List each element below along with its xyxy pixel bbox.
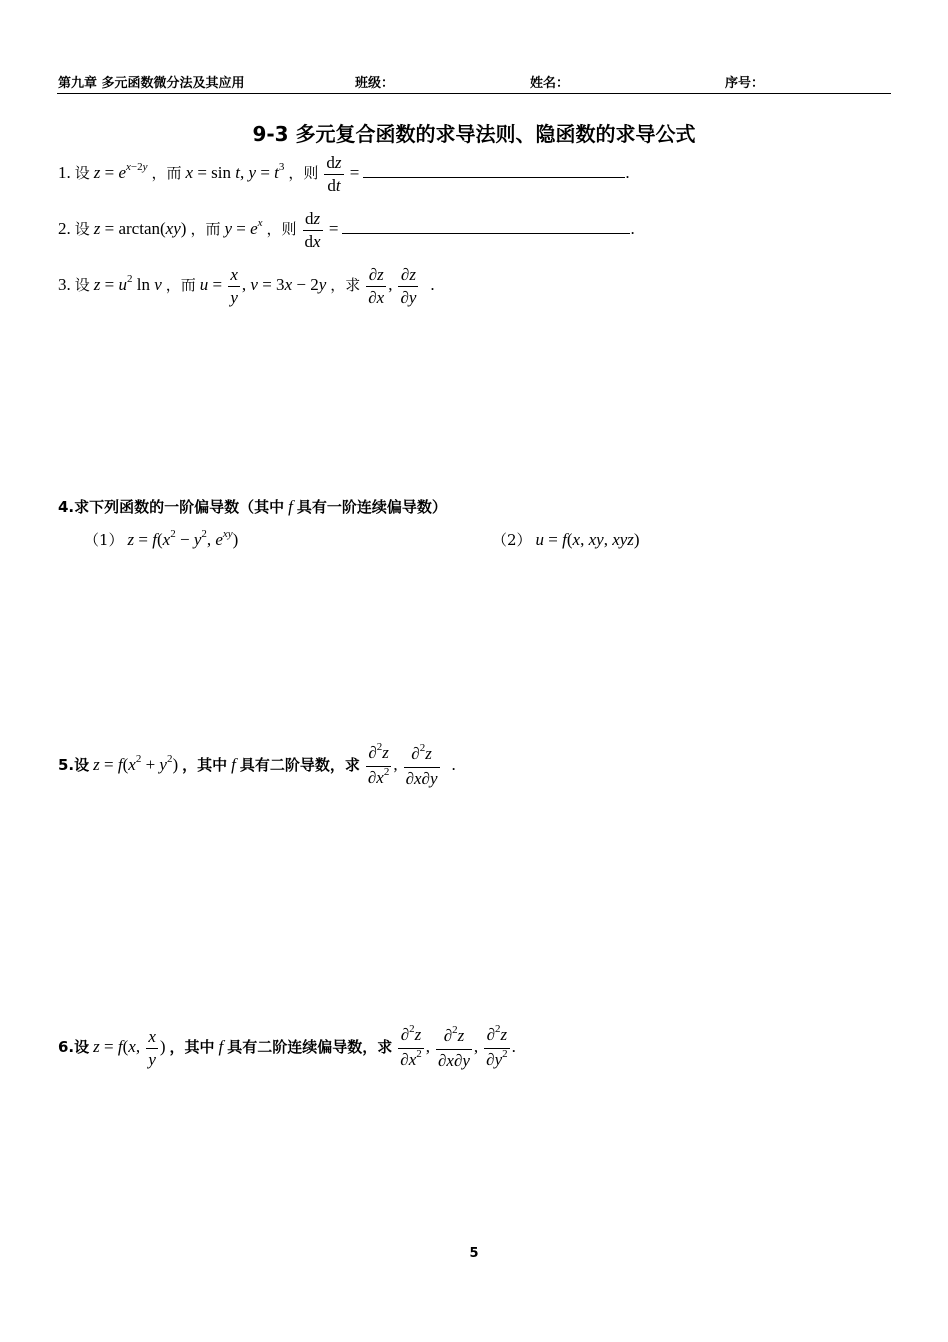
q3-text-she: 设: [74, 276, 90, 295]
header-chapter: 第九章 多元函数微分法及其应用: [58, 76, 245, 91]
q2-answer-blank[interactable]: [342, 215, 630, 234]
q5-end: .: [451, 755, 456, 775]
q5-fraction-d2z-dxdy: $\frac{\partial^2z}{\partial x\partial y}$: [405, 742, 438, 788]
question-3: 3. 设 $z = u^2$ ln v ，而 u = $\frac{x}{y}$ , v = 3x − 2y ，求 $\frac{\partial z}{\partial x}$ , $\frac{\partial z}{\partial y}$ .: [58, 265, 435, 307]
q2-text-er: ，而: [190, 220, 221, 239]
question-4-part-1: [84, 530, 238, 552]
q1-text-ze: ，则: [288, 164, 319, 183]
q5-text-a: 5.设: [58, 756, 90, 775]
q3-formula-uv: u = $\frac{x}{y}$ , v = 3x − 2y: [199, 265, 327, 307]
q5-text-c: 具有二阶导数，求: [239, 756, 360, 775]
header-seq-label: 序号：: [725, 76, 765, 91]
q2-formula-z: z = arctan(xy): [93, 219, 187, 239]
q1-fraction-dz-dt: $\frac{dz}{dt}$: [326, 153, 342, 195]
q3-text-qiu: ，求: [330, 276, 361, 295]
q1-formula-xy: x = sin t, $y = t^3$: [185, 161, 285, 183]
q2-fraction-dz-dx: $\frac{dz}{dx}$: [304, 209, 321, 251]
question-6: 6.设 z = f(x, $\frac{x}{y}$ ) ，其中 f 具有二阶连续偏导数，求 $\frac{\partial^2z}{\partial x^2}$ , $\frac{\partial^2z}{\partial x\partial y}$ , $\frac{\partial^2z}{\partial y^2}$ .: [58, 1024, 516, 1073]
q4-title-b: 具有一阶连续偏导数）: [296, 498, 447, 516]
question-2: 2. 设 z = arctan(xy) ，而 $y = e^x$ ，则 $\frac{dz}{dx}$ = .: [58, 209, 635, 251]
q6-fraction-d2z-dy2: $\frac{\partial^2z}{\partial y^2}$: [486, 1023, 508, 1069]
q6-text-c: 具有二阶连续偏导数，求: [227, 1038, 393, 1057]
q4-f-symbol: f: [288, 497, 293, 516]
q6-text-b: ，其中: [169, 1038, 215, 1057]
q2-end: .: [630, 219, 635, 239]
q6-fraction-d2z-dx2: $\frac{\partial^2z}{\partial x^2}$: [400, 1023, 422, 1069]
question-5: 5.设 $z = f(x^2 + y^2)$ ，其中 f 具有二阶导数，求 $\frac{\partial^2z}{\partial x^2}$ , $\frac{\partial^2z}{\partial x\partial y}$ .: [58, 742, 456, 791]
q4-sub2-label: （2）: [492, 531, 532, 549]
q6-text-a: 6.设: [58, 1038, 90, 1057]
q1-number: 1.: [58, 163, 71, 183]
q2-number: 2.: [58, 219, 71, 239]
q3-text-er: ，而: [165, 276, 196, 295]
q5-formula-z: $z = f(x^2 + y^2)$: [93, 753, 179, 775]
question-4-title: [58, 497, 447, 518]
q1-answer-blank[interactable]: [363, 159, 625, 178]
q1-end: .: [625, 163, 630, 183]
q6-formula-z: z = f(x, $\frac{x}{y}$ ): [93, 1027, 166, 1069]
q4-sub1-label: （1）: [84, 531, 124, 549]
header-name-label: 姓名：: [530, 76, 570, 91]
q1-formula-z: $z = e^{x-2y}$: [93, 161, 148, 183]
q3-end: .: [430, 275, 435, 295]
q2-text-ze: ，则: [266, 220, 297, 239]
section-title: 9-3 多元复合函数的求导法则、隐函数的求导公式: [252, 122, 696, 146]
question-4-part-2: [492, 530, 640, 551]
page-number: 5: [469, 1246, 479, 1261]
q2-formula-y: $y = e^x$: [224, 217, 263, 239]
q5-f-symbol: f: [231, 755, 236, 775]
q4-title-a: 4.求下列函数的一阶偏导数（其中: [58, 498, 285, 516]
q3-number: 3.: [58, 275, 71, 295]
question-1: 1. 设 $z = e^{x-2y}$ ，而 x = sin t, $y = t^3$ ，则 $\frac{dz}{dt}$ = .: [58, 153, 630, 195]
q4-sub2-formula: u = f(x, xy, xyz): [535, 530, 640, 549]
q5-fraction-d2z-dx2: $\frac{\partial^2z}{\partial x^2}$: [367, 741, 390, 787]
q4-sub1-formula: $z = f(x^2 - y^2$, $e^{xy}$): [127, 528, 239, 549]
header-divider: [57, 93, 891, 94]
q3-fraction-dz-dy: $\frac{\partial z}{\partial y}$: [400, 265, 417, 307]
q3-fraction-dz-dx: $\frac{\partial z}{\partial x}$: [368, 265, 385, 307]
q1-text-she: 设: [74, 164, 90, 183]
q6-f-symbol: f: [218, 1037, 224, 1057]
q6-end: .: [511, 1037, 516, 1057]
q3-formula-z: $z = u^2$ ln v: [93, 273, 162, 295]
q5-text-b: ，其中: [182, 756, 228, 775]
q2-text-she: 设: [74, 220, 90, 239]
q1-text-er: ，而: [151, 164, 182, 183]
header-class-label: 班级：: [355, 76, 395, 91]
q6-fraction-d2z-dxdy: $\frac{\partial^2z}{\partial x\partial y}$: [438, 1024, 470, 1070]
